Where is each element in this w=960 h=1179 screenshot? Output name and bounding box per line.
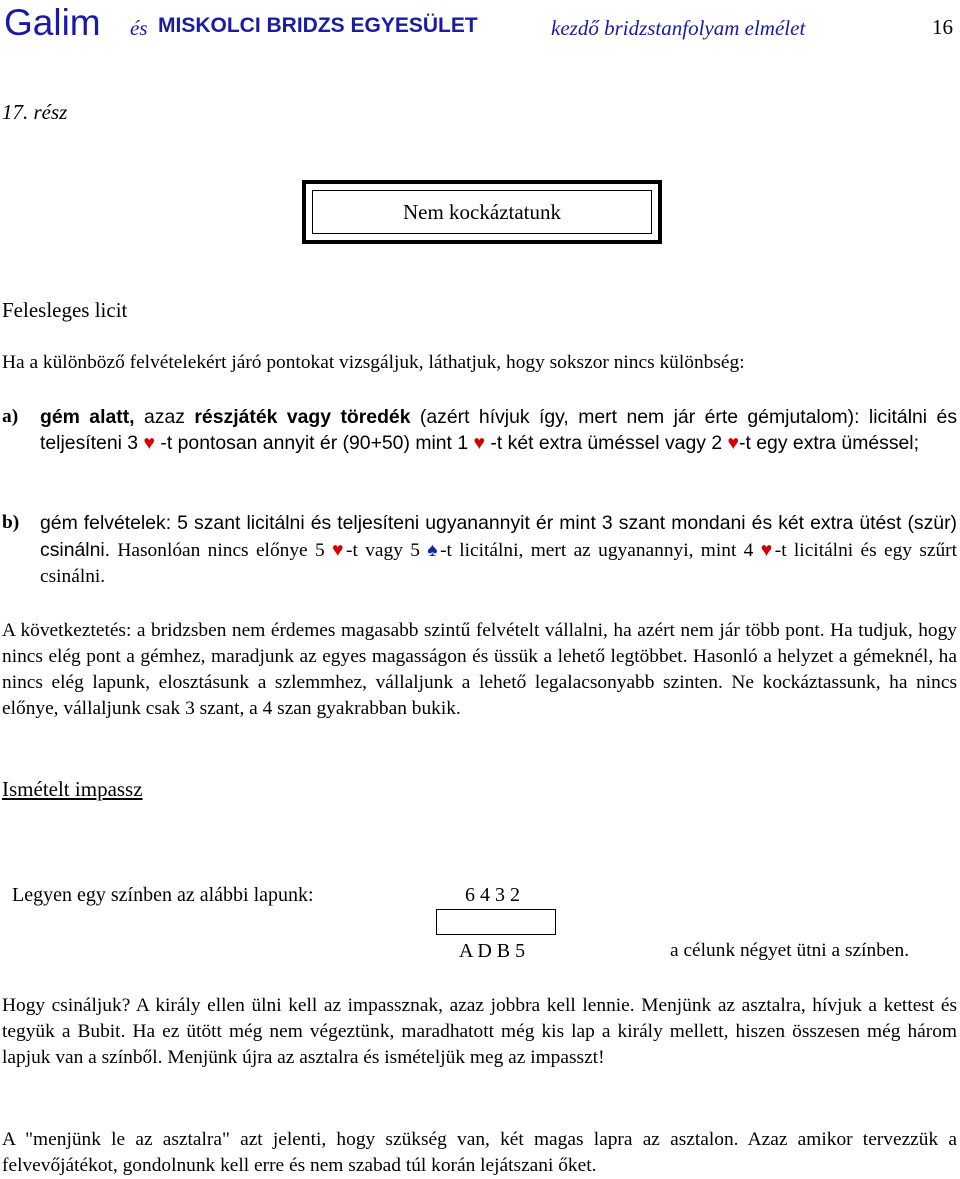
table-box <box>436 909 556 935</box>
list-body-a: gém alatt, azaz részjáték vagy töredék (azért hívjuk így, mert nem jár érte gémjutalom): licitálni és teljesíteni 3 ♥ -t pontosan annyit ér (90+50) mint 1 ♥ -t két extra üméssel vagy 2 ♥-t egy extra üméssel; <box>40 406 958 454</box>
bold-gem-alatt: gém alatt, <box>40 406 135 428</box>
list-label-b: b) <box>2 512 20 533</box>
list-item-a <box>2 404 957 456</box>
page-title: Nem kockáztatunk <box>312 190 652 234</box>
impassz-paragraph-1: Hogy csináljuk? A király ellen ülni kell az impassznak, azaz jobbra kell lennie. Menjünk az asztalra, hívjuk a kettest és tegyük a Bubit. Ha ez ütött még nem végeztünk, maradhatott még kis lap a király mellett, hiszen összesen még három lapjuk van a színből. Menjünk újra az asztalra és ismételjük meg az impasszt! <box>2 995 957 1068</box>
header-galim: Galim <box>4 2 101 43</box>
header-subtitle: kezdő bridzstanfolyam elmélet <box>551 16 806 40</box>
north-hand: 6 4 3 2 <box>465 884 520 906</box>
header-club-name: MISKOLCI BRIDZS EGYESÜLET <box>158 14 478 37</box>
page-number: 16 <box>932 15 953 39</box>
deal-label: Legyen egy színben az alábbi lapunk: <box>12 884 314 906</box>
part-number: 17. rész <box>2 100 68 124</box>
intro-paragraph: Ha a különböző felvételekért járó pontokat vizsgáljuk, láthatjuk, hogy sokszor nincs különbség: <box>2 352 745 373</box>
heart-icon: ♥ <box>727 432 740 454</box>
section-heading-felesleges: Felesleges licit <box>2 298 128 322</box>
bold-reszjatek: részjáték vagy töredék <box>194 406 411 428</box>
list-body-b: gém felvételek: 5 szant licitálni és teljesíteni ugyanannyit ér mint 3 szant mondani és két extra ütést (szür) csinálni. Hasonlóan nincs előnye 5 ♥-t vagy 5 ♠-t licitálni, mert az ugyanannyi, mint 4 ♥-t licitálni és egy szűrt csinálni. <box>40 512 958 587</box>
impassz-paragraph-2: A "menjünk le az asztalra" azt jelenti, hogy szükség van, két magas lapra az asztalon. Azaz amikor tervezzük a felvevőjátékot, gondolnunk kell erre és nem szabad túl korán lejátszani őket. <box>2 1129 957 1176</box>
list-item-b <box>2 510 957 590</box>
conclusion-paragraph: A következtetés: a bridzsben nem érdemes magasabb szintű felvételt vállalni, ha azért nem jár több pont. Ha tudjuk, hogy nincs elég pont a gémhez, maradjunk az egyes magasságon és üssük a lehető legtöbbet. Hasonló a helyzet a gémeknél, ha nincs elég lapunk, elosztásunk a szlemmhez, vállaljunk a lehető legalacsonyabb szinten. Ne kockáztassunk, ha nincs előnye, vállaljunk csak 3 szant, a 4 szan gyakrabban bukik. <box>2 620 957 719</box>
title-box <box>302 180 662 244</box>
list-label-a: a) <box>2 406 19 427</box>
heart-icon: ♥ <box>143 432 155 454</box>
heart-icon: ♥ <box>332 540 347 561</box>
section-heading-ismetelt-impassz: Ismételt impassz <box>2 777 143 801</box>
heart-icon: ♥ <box>760 540 775 561</box>
south-hand: A D B 5 <box>459 940 526 962</box>
heart-icon: ♥ <box>473 432 486 454</box>
header-es: és <box>130 16 148 40</box>
goal-text: a célunk négyet ütni a színben. <box>670 940 910 961</box>
spade-icon: ♠ <box>427 540 441 561</box>
